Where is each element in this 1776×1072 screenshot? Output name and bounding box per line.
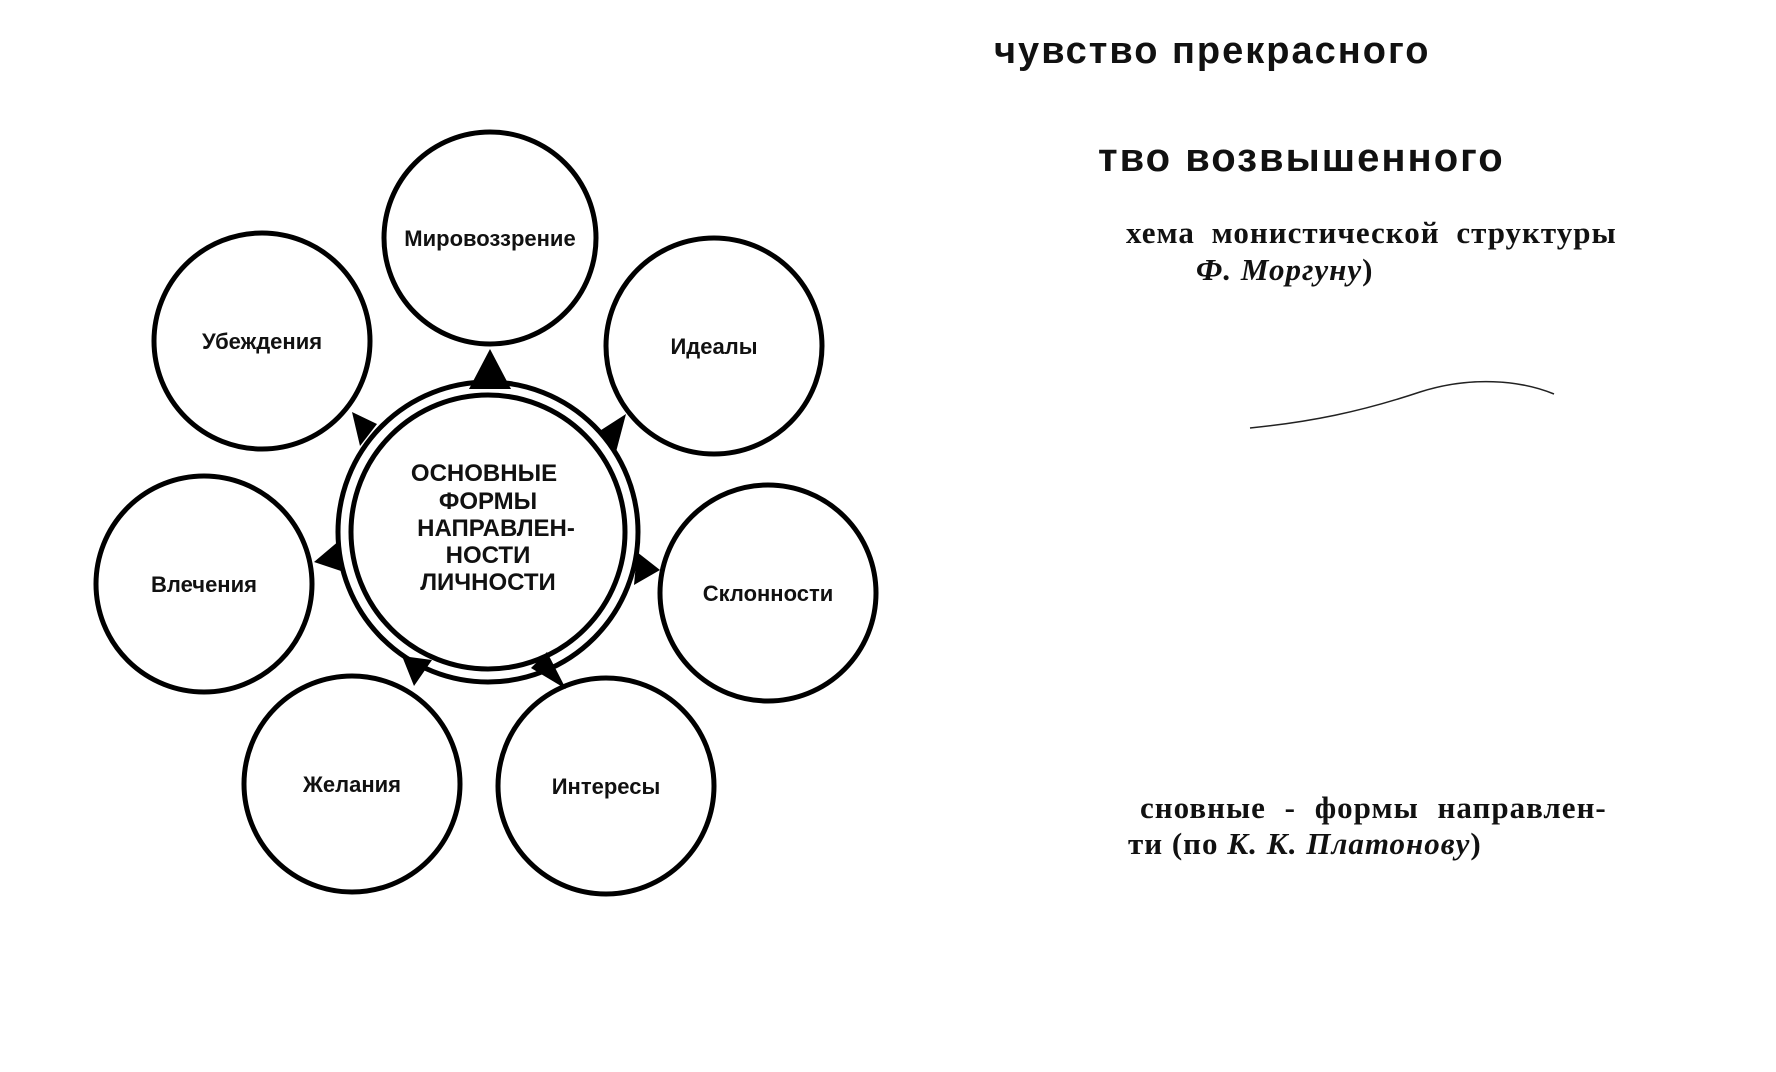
center-node xyxy=(338,382,638,682)
caption-bottom-line-2 xyxy=(1128,826,1482,862)
caption-top-suffix: ) xyxy=(1362,252,1374,287)
arrow-to-ubezhdeniya xyxy=(352,412,377,446)
node-sklonnosti xyxy=(660,485,876,701)
node-label: Идеалы xyxy=(670,334,758,359)
node-label: Желания xyxy=(303,772,401,797)
caption-bottom-suffix: ) xyxy=(1470,826,1482,861)
center-line-1: ОСНОВНЫЕ xyxy=(410,460,558,487)
node-label: Убеждения xyxy=(201,329,323,354)
center-line-2: ФОРМЫ xyxy=(438,488,538,515)
center-line-4: НОСТИ xyxy=(445,542,531,569)
center-line-5: ЛИЧНОСТИ xyxy=(420,569,556,596)
node-vlecheniya xyxy=(96,476,312,692)
caption-top-line-2 xyxy=(1196,252,1373,288)
node-zhelaniya xyxy=(244,676,460,892)
arrow-to-idealy xyxy=(598,414,626,452)
stray-curve xyxy=(1240,370,1570,440)
heading-line-1: чувство прекрасного xyxy=(994,30,1431,72)
node-mirovozzrenie xyxy=(384,132,596,344)
node-label: Влечения xyxy=(151,572,257,597)
node-label: Интересы xyxy=(551,774,661,799)
node-ubezhdeniya xyxy=(154,233,370,449)
node-label: Склонности xyxy=(702,581,834,606)
node-idealy xyxy=(606,238,822,454)
node-interesy xyxy=(498,678,714,894)
caption-bottom-line-1: сновные - формы направлен- xyxy=(1140,790,1607,825)
caption-top-author: Ф. Моргуну xyxy=(1196,252,1363,287)
node-label: Мировоззрение xyxy=(404,226,576,251)
center-line-3: НАПРАВЛЕН- xyxy=(417,515,575,542)
arrow-to-mirovozzrenie xyxy=(469,349,511,389)
heading-line-2: тво возвышенного xyxy=(1098,136,1505,180)
caption-bottom-prefix: ти (по xyxy=(1128,826,1228,861)
arrow-to-sklonnosti xyxy=(634,552,660,585)
caption-bottom-author: К. К. Платонову xyxy=(1227,826,1471,861)
arrow-to-vlecheniya xyxy=(314,540,344,572)
caption-top-line-1: хема монистической структуры xyxy=(1126,215,1617,250)
